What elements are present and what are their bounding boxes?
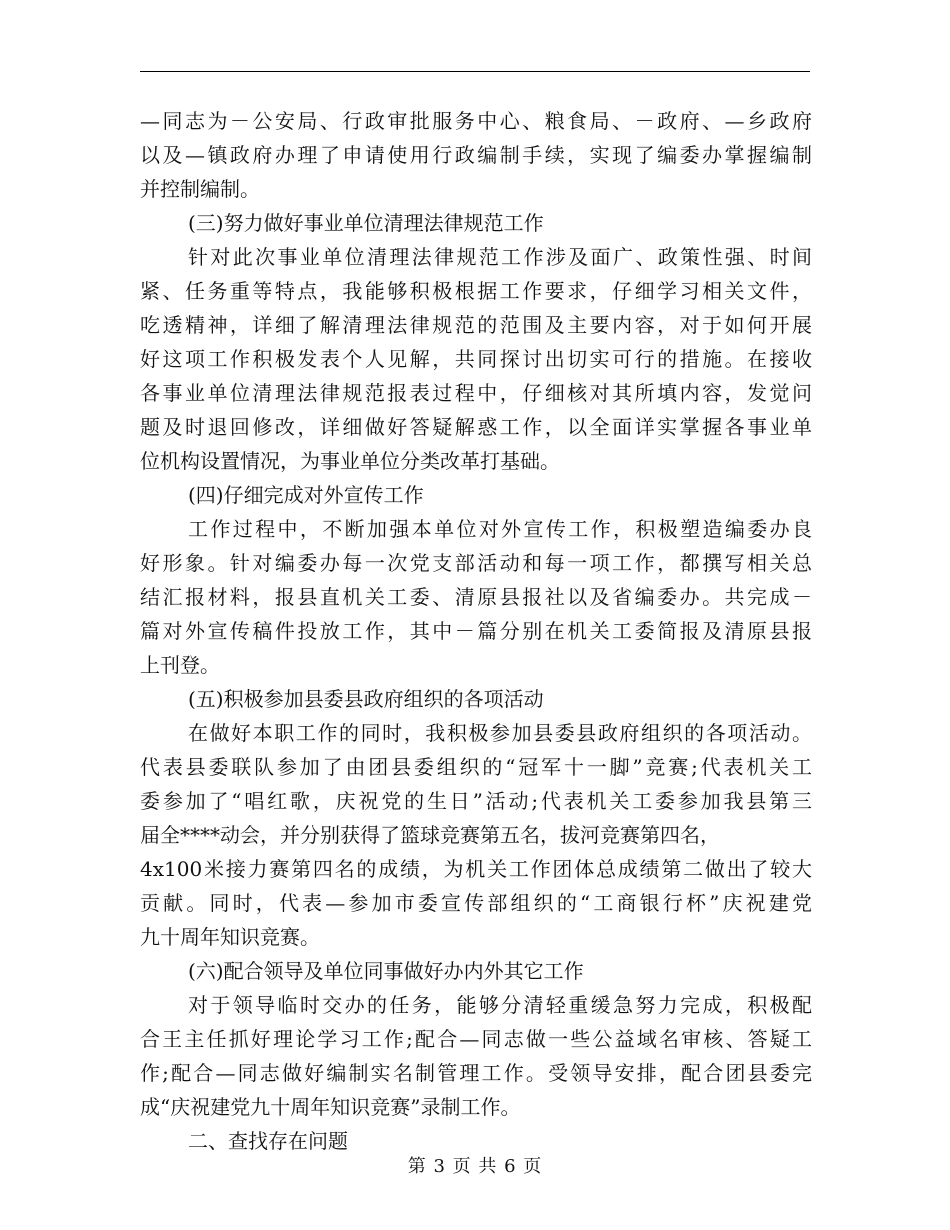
text-line: 吃透精神，详细了解清理法律规范的范围及主要内容，对于如何开展: [140, 313, 812, 337]
text-line: 位机构设置情况，为事业单位分类改革打基础。: [140, 449, 560, 473]
text-line: 针对此次事业单位清理法律规范工作涉及面广、政策性强、时间: [188, 245, 812, 269]
text-line: 篇对外宣传稿件投放工作，其中－篇分别在机关工委简报及清原县报: [140, 619, 812, 643]
document-body: [140, 104, 812, 1158]
text-line: 工作过程中，不断加强本单位对外宣传工作，积极塑造编委办良: [188, 517, 812, 541]
text-line: 4x100米接力赛第四名的成绩，为机关工作团体总成绩第二做出了较大: [140, 857, 812, 881]
text-line: 贡献。同时，代表—参加市委宣传部组织的“工商银行杯”庆祝建党: [140, 891, 812, 915]
text-line: 合王主任抓好理论学习工作;配合—同志做一些公益域名审核、答疑工: [140, 1027, 812, 1051]
section-heading: (六)配合领导及单位同事做好办内外其它工作: [188, 959, 584, 983]
section-heading: 二、查找存在问题: [188, 1129, 348, 1153]
text-line: 以及—镇政府办理了申请使用行政编制手续，实现了编委办掌握编制: [140, 143, 812, 167]
text-line: 题及时退回修改，详细做好答疑解惑工作，以全面详实掌握各事业单: [140, 415, 812, 439]
text-line: 好这项工作积极发表个人见解，共同探讨出切实可行的措施。在接收: [140, 347, 812, 371]
text-line: 在做好本职工作的同时，我积极参加县委县政府组织的各项活动。: [188, 721, 812, 745]
text-line: 对于领导临时交办的任务，能够分清轻重缓急努力完成，积极配: [188, 993, 812, 1017]
text-line: 委参加了“唱红歌，庆祝党的生日”活动;代表机关工委参加我县第三: [140, 789, 812, 813]
header-rule: [140, 71, 810, 72]
section-heading: (三)努力做好事业单位清理法律规范工作: [188, 211, 544, 235]
section-heading: (五)积极参加县委县政府组织的各项活动: [188, 687, 544, 711]
text-line: 各事业单位清理法律规范报表过程中，仔细核对其所填内容，发觉问: [140, 381, 812, 405]
text-line: 并控制编制。: [140, 177, 260, 201]
text-line: 作;配合—同志做好编制实名制管理工作。受领导安排，配合团县委完: [140, 1061, 812, 1085]
text-line: 代表县委联队参加了由团县委组织的“冠军十一脚”竞赛;代表机关工: [140, 755, 812, 779]
section-heading: (四)仔细完成对外宣传工作: [188, 483, 424, 507]
text-line: 紧、任务重等特点，我能够积极根据工作要求，仔细学习相关文件，: [140, 279, 812, 303]
text-line: 九十周年知识竞赛。: [140, 925, 320, 949]
text-line: 届全****动会，并分别获得了篮球竞赛第五名，拔河竞赛第四名，: [140, 823, 720, 847]
text-line: 结汇报材料，报县直机关工委、清原县报社以及省编委办。共完成－: [140, 585, 812, 609]
text-line: 上刊登。: [140, 653, 220, 677]
text-line: 好形象。针对编委办每一次党支部活动和每一项工作，都撰写相关总: [140, 551, 812, 575]
page-number-footer: 第 3 页 共 6 页: [407, 1156, 543, 1177]
text-line: 成“庆祝建党九十周年知识竞赛”录制工作。: [140, 1095, 521, 1119]
text-line: —同志为－公安局、行政审批服务中心、粮食局、－政府、—乡政府: [140, 109, 812, 133]
